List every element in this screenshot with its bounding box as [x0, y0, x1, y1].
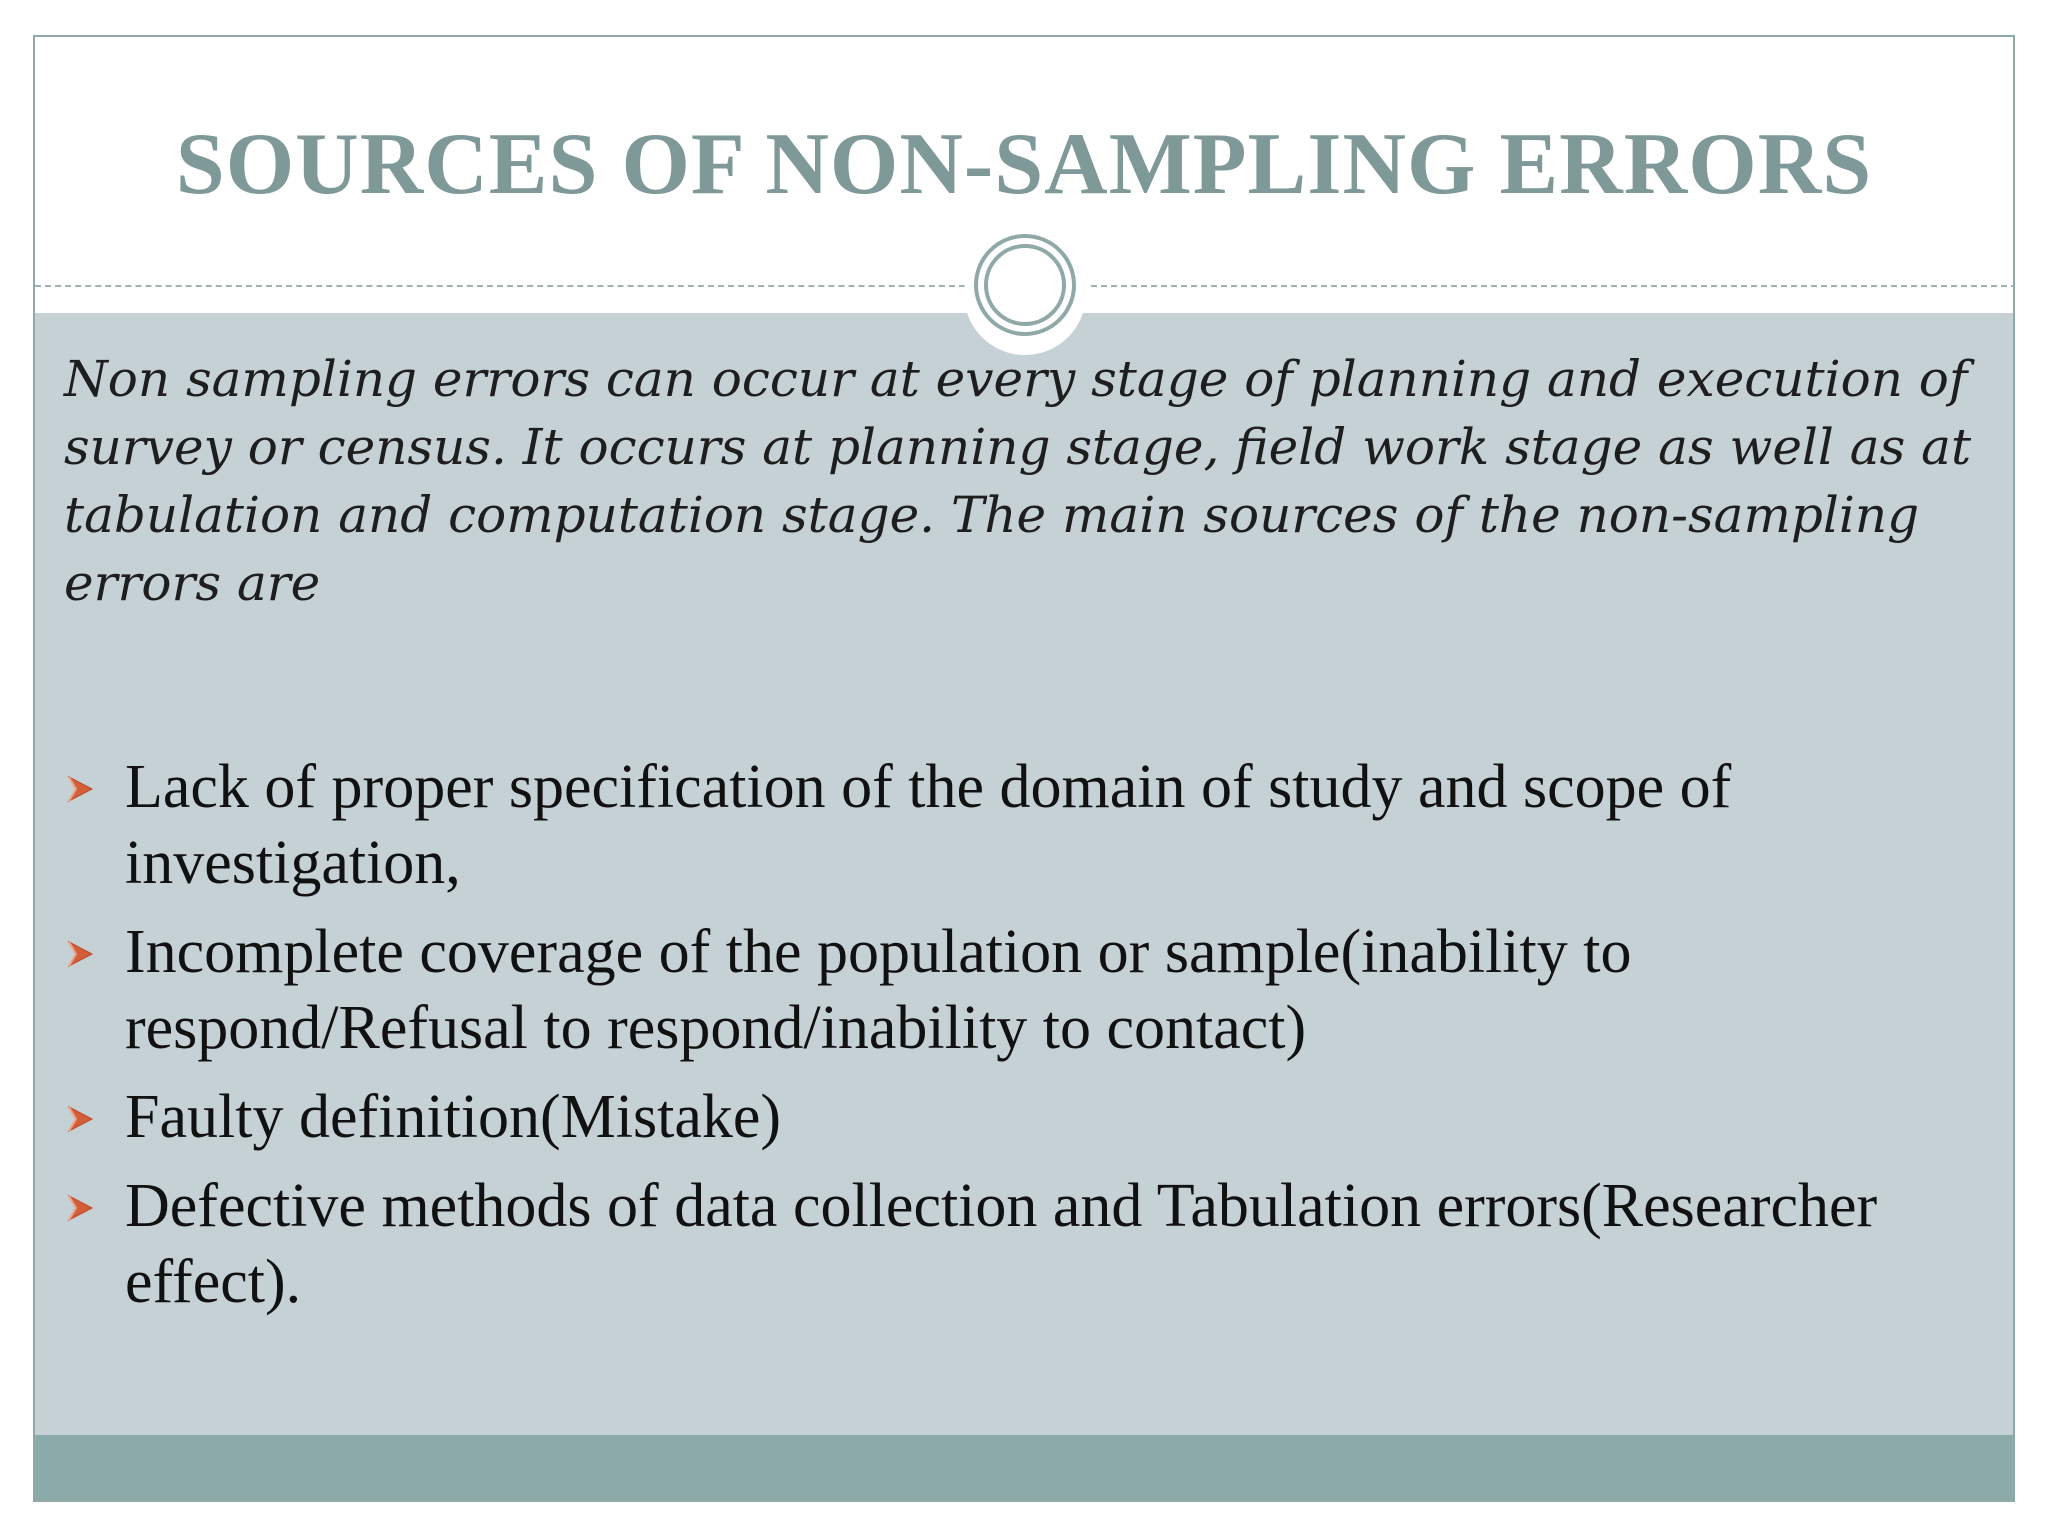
bullet-item — [64, 914, 1964, 1066]
bullet-item — [64, 1079, 1964, 1155]
bullet-text: Lack of proper specification of the domain of study and scope of investigation, — [125, 753, 1732, 897]
slide — [33, 35, 2015, 1502]
intro-paragraph: Non sampling errors can occur at every stage of planning and execution of survey or census. It occurs at planning stage, field work stage as well as at tabulation and computation stage. The main sources of the non-sampling errors are — [64, 350, 1972, 612]
slide-title: SOURCES OF NON-SAMPLING ERRORS — [175, 116, 1873, 213]
arrowhead-bullet-icon — [66, 940, 94, 968]
circle-ornament-inner — [984, 244, 1066, 326]
arrowhead-bullet-icon — [66, 775, 94, 803]
arrowhead-bullet-icon — [66, 1105, 94, 1133]
footer-band — [35, 1435, 2013, 1502]
arrowhead-bullet-icon — [66, 1194, 94, 1222]
divider-right — [1091, 285, 2015, 287]
bullet-item — [64, 749, 1964, 901]
bullet-item — [64, 1168, 1964, 1320]
divider-left — [35, 285, 965, 287]
bullet-list — [64, 749, 1964, 1333]
bullet-text: Defective methods of data collection and Tabulation errors(Researcher effect). — [125, 1172, 1878, 1316]
bullet-text: Faulty definition(Mistake) — [125, 1083, 782, 1151]
bullet-text: Incomplete coverage of the population or sample(inability to respond/Refusal to respond/inability to contact) — [125, 918, 1632, 1062]
circle-ornament-icon — [974, 234, 1076, 336]
